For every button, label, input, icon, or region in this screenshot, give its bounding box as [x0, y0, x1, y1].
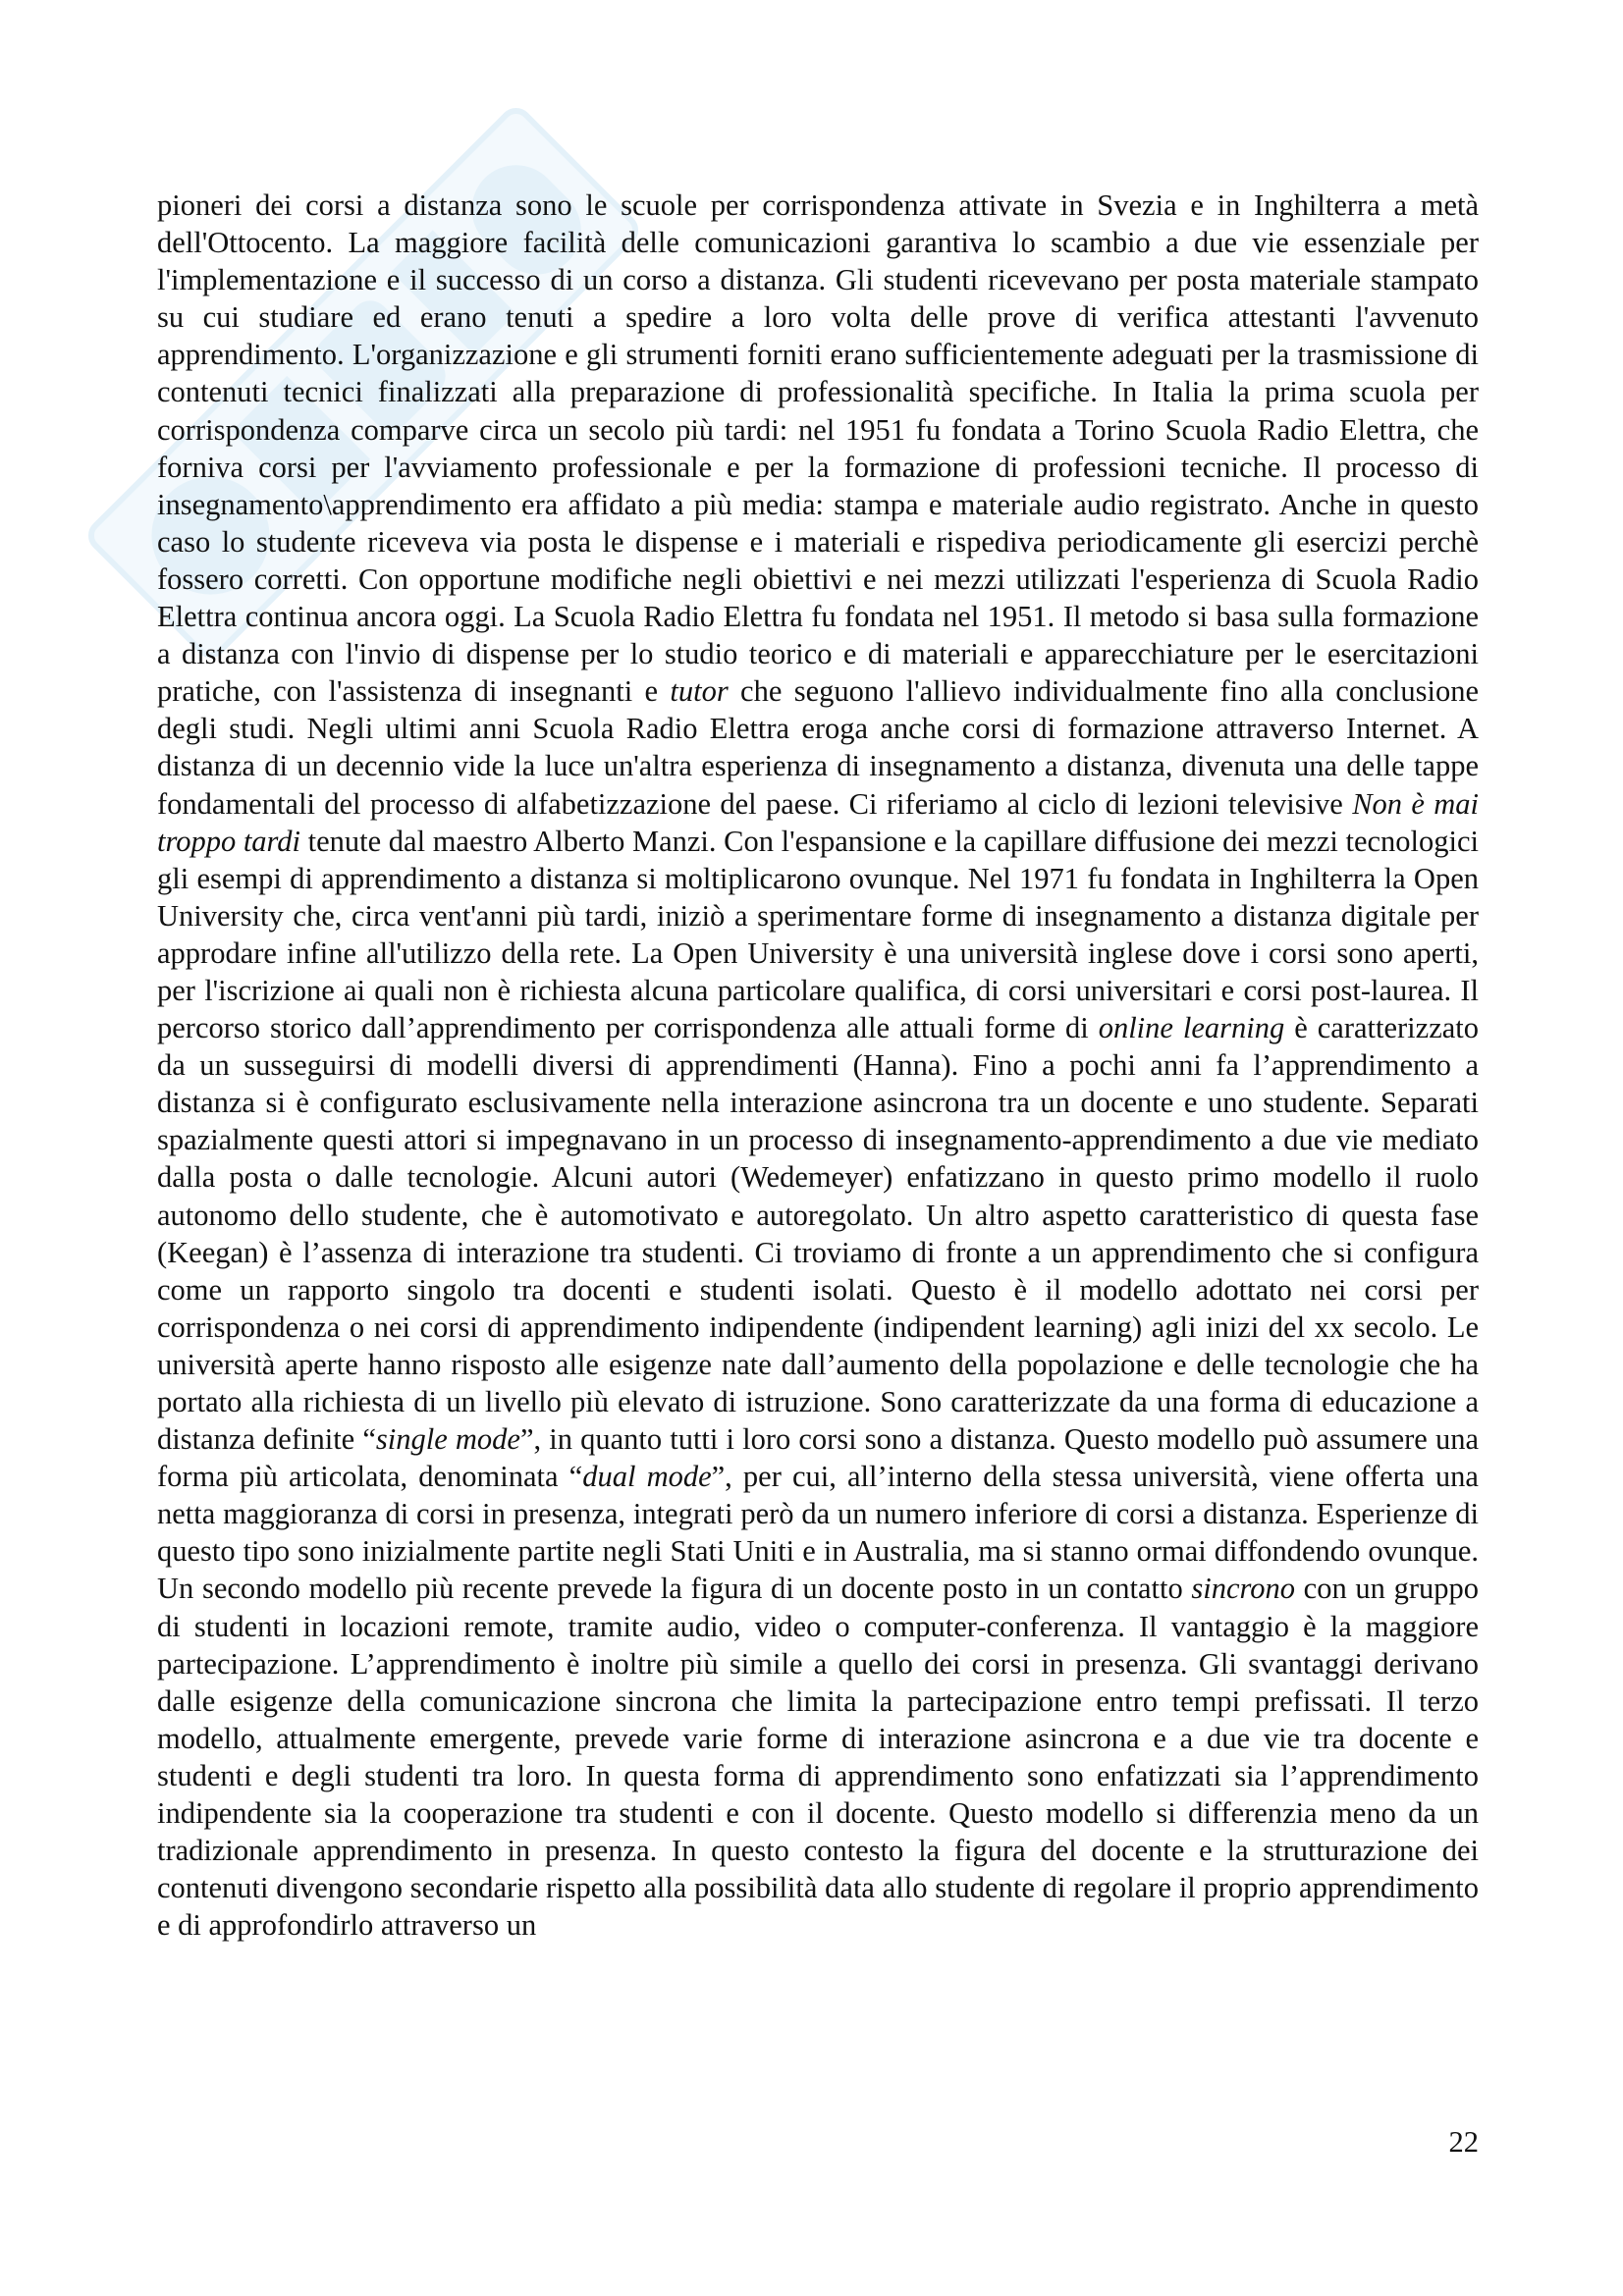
italic-term: dual mode — [582, 1460, 712, 1494]
italic-term: single mode — [375, 1422, 520, 1457]
italic-term: Non è mai troppo tardi — [157, 786, 1479, 858]
text-run: ”, in quanto tutti i loro corsi sono a distanza. Questo modello può assumere una forma più articolata, denominata “ — [157, 1422, 1480, 1494]
italic-term: sincrono — [1191, 1572, 1295, 1606]
italic-term: tutor — [670, 674, 729, 709]
text-run: ”, per cui, all’interno della stessa università, viene offerta una netta maggioranza di corsi in presenza, integrati però da un numero inferiore di corsi a distanza. Esperienze di questo tipo sono inizialmente partite negli Stati Uniti e in Australia, ma si stanno ormai diffondendo ovunque. Un secondo modello più recente prevede la figura di un docente posto in un contatto — [157, 1460, 1479, 1606]
italic-term: online learning — [1098, 1011, 1285, 1045]
text-run: che seguono l'allievo individualmente fino alla conclusione degli studi. Negli ultimi anni Scuola Radio Elettra eroga anche corsi di formazione attraverso Internet. A distanza di un decennio vide la luce un'altra esperienza di insegnamento a distanza, divenuta una delle tappe fondamentali del processo di alfabetizzazione del paese. Ci riferiamo al ciclo di lezioni televisive — [157, 674, 1479, 821]
text-run: pioneri dei corsi a distanza sono le scuole per corrispondenza attivate in Svezia e in Inghilterra a metà dell'Ottocento. La maggiore facilità delle comunicazioni garantiva lo scambio a due vie essenziale per l'implementazione e il successo di un corso a distanza. Gli studenti ricevevano per posta materiale stampato su cui studiare ed erano tenuti a spedire a loro volta delle prove di verifica attestanti l'avvenuto apprendimento. L'organizzazione e gli strumenti forniti erano sufficientemente adeguati per la trasmissione di contenuti tecnici finalizzati alla preparazione di professionalità specifiche. In Italia la prima scuola per corrispondenza comparve circa un secolo più tardi: nel 1951 fu fondata a Torino Scuola Radio Elettra, che forniva corsi per l'avviamento professionale e per la formazione di professioni tecniche. Il processo di insegnamento\apprendimento era affidato a più media: stampa e materiale audio registrato. Anche in questo caso lo studente riceveva via posta le dispense e i materiali e rispediva periodicamente gli esercizi perchè fossero corretti. Con opportune modifiche negli obiettivi e nei mezzi utilizzati l'esperienza di Scuola Radio Elettra continua ancora oggi. La Scuola Radio Elettra fu fondata nel 1951. Il metodo si basa sulla formazione a distanza con l'invio di dispense per lo studio teorico e di materiali e apparecchiature per le esercitazioni pratiche, con l'assistenza di insegnanti e — [157, 188, 1479, 709]
text-run: con un gruppo di studenti in locazioni remote, tramite audio, video o computer-conferenza. Il vantaggio è la maggiore partecipazione. L’apprendimento è inoltre più simile a quello dei corsi in presenza. Gli svantaggi derivano dalle esigenze della comunicazione sincrona che limita la partecipazione entro tempi prefissati. Il terzo modello, attualmente emergente, prevede varie forme di interazione asincrona e a due vie tra docente e studenti e degli studenti tra loro. In questa forma di apprendimento sono enfatizzati sia l’apprendimento indipendente sia la cooperazione tra studenti e con il docente. Questo modello si differenzia meno da un tradizionale apprendimento in presenza. In questo contesto la figura del docente e la strutturazione dei contenuti divengono secondarie rispetto alla possibilità data allo studente di regolare il proprio apprendimento e di approfondirlo attraverso un — [157, 1572, 1479, 1943]
page-number: 22 — [1448, 2125, 1479, 2159]
body-text — [157, 187, 1479, 1944]
text-run: tenute dal maestro Alberto Manzi. Con l'espansione e la capillare diffusione dei mezzi tecnologici gli esempi di apprendimento a distanza si moltiplicarono ovunque. Nel 1971 fu fondata in Inghilterra la Open University che, circa vent'anni più tardi, iniziò a sperimentare forme di insegnamento a distanza digitale per approdare infine all'utilizzo della rete. La Open University è una università inglese dove i corsi sono aperti, per l'iscrizione ai quali non è richiesta alcuna particolare qualifica, di corsi universitari e corsi post-laurea. Il percorso storico dall’apprendimento per corrispondenza alle attuali forme di — [157, 824, 1480, 1045]
paragraph — [157, 187, 1479, 1944]
text-run: è caratterizzato da un susseguirsi di modelli diversi di apprendimenti (Hanna). Fino a pochi anni fa l’apprendimento a distanza si è configurato esclusivamente nella interazione asincrona tra un docente e uno studente. Separati spazialmente questi attori si impegnavano in un processo di insegnamento-apprendimento a due vie mediato dalla posta o dalle tecnologie. Alcuni autori (Wedemeyer) enfatizzano in questo primo modello il ruolo autonomo dello studente, che è automotivato e autoregolato. Un altro aspetto caratteristico di questa fase (Keegan) è l’assenza di interazione tra studenti. Ci troviamo di fronte a un apprendimento che si configura come un rapporto singolo tra docenti e studenti isolati. Questo è il modello adottato nei corsi per corrispondenza o nei corsi di apprendimento indipendente (indipendent learning) agli inizi del xx secolo. Le università aperte hanno risposto alle esigenze nate dall’aumento della popolazione e delle tecnologie che ha portato alla richiesta di un livello più elevato di istruzione. Sono caratterizzate da una forma di educazione a distanza definite “ — [157, 1011, 1479, 1457]
